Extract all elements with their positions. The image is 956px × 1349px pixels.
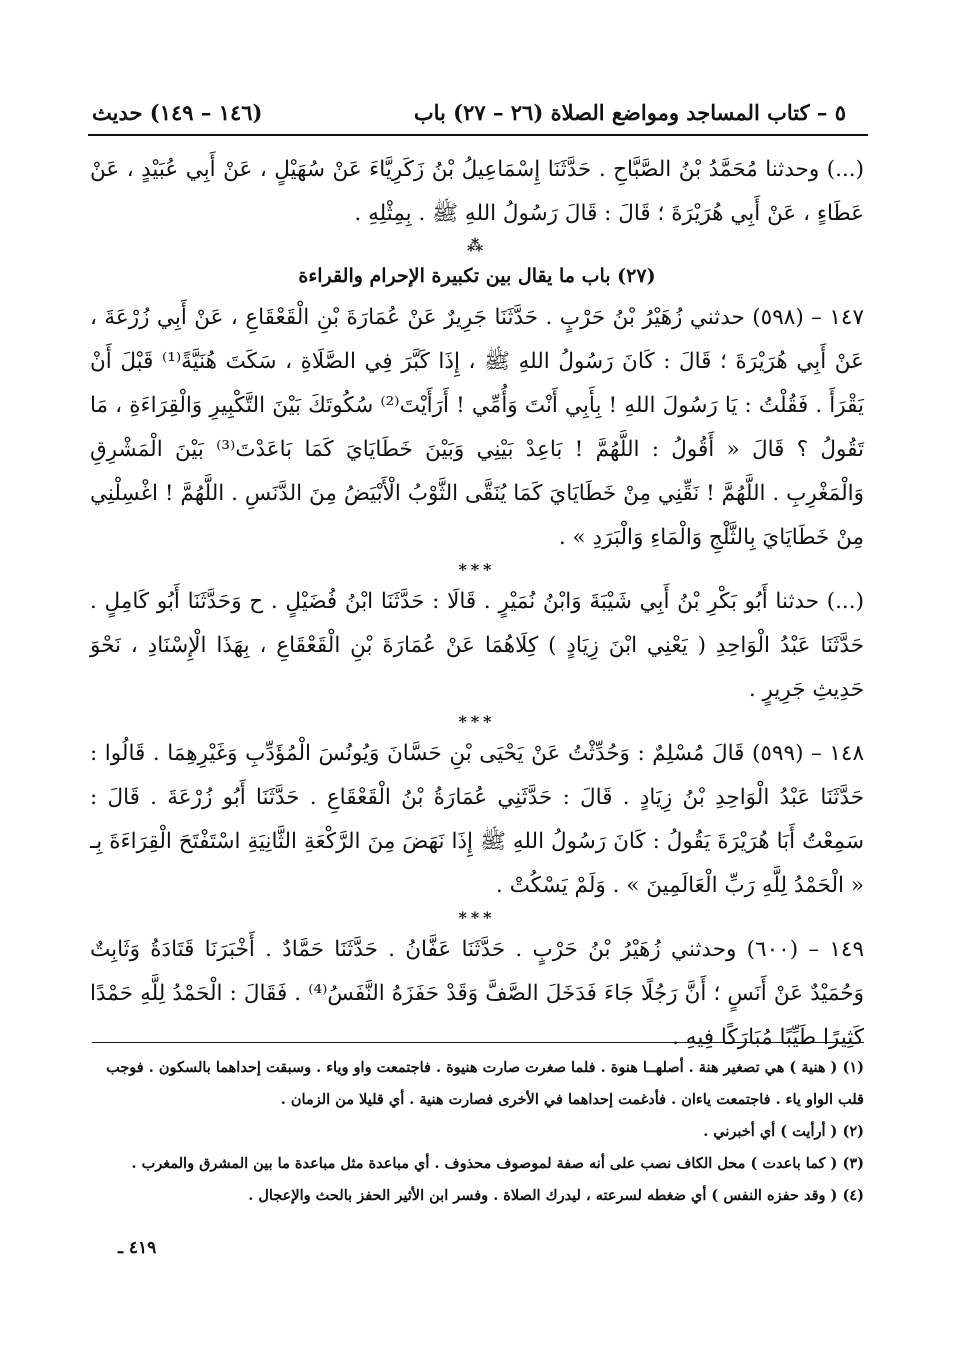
footnote-1: (١) ( هنية ) هي تصغير هنة . أصلهــا هنوة . فلما صغرت صارت هنيوة . فاجتمعت واو وياء . وسبقت إحداهما بالسكون . فوجب قلب الواو ياء . فاجتمعت ياءان . فأدغمت إحداهما في الأخرى فصارت هنية . أي قليلا من الزمان .	[106, 1059, 864, 1108]
separator-stars: ⁂	[466, 236, 488, 255]
header-chapter: ٥ – كتاب المساجد ومواضع الصلاة (٢٦ – ٢٧) باب	[413, 99, 846, 125]
page-number: ٤١٩ ـ	[118, 1238, 157, 1258]
separator-stars: ***	[458, 560, 496, 579]
footnote-4: (٤) ( وقد حفزه النفس ) أي ضغطه لسرعته ، ليدرك الصلاة . وفسر ابن الأثير الحفز بالحث والإعجال .	[248, 1187, 864, 1204]
separator-stars: ***	[458, 712, 496, 731]
main-text	[90, 148, 864, 1060]
footnote-3: (٣) ( كما باعدت ) محل الكاف نصب على أنه صفة لموصوف محذوف . أي مباعدة مثل مباعدة ما بين المشرق والمغرب .	[131, 1155, 864, 1172]
hadith-149: ١٤٩ – (٦٠٠) وحدثني زُهَيْرُ بْنُ حَرْبٍ . حَدَّثَنَا عَفَّانُ . حَدَّثَنَا حَمَّادٌ . أَخْبَرَنَا قَتَادَةُ وَثَابِتٌ وَحُمَيْدٌ عَنْ أَنَسٍ ؛ أَنَّ رَجُلًا جَاءَ فَدَخَلَ الصَّفَّ وَقَدْ حَفَزَهُ النَّفَسُ⁽⁴⁾ . فَقَالَ : الْحَمْدُ لِلَّهِ حَمْدًا كَثِيرًا طَيِّبًا مُبَارَكًا فِيهِ .	[90, 937, 864, 1050]
footnote-2: (٢) ( أرأيت ) أي أخبرني .	[703, 1123, 864, 1140]
footnotes	[90, 1052, 864, 1212]
hadith-148: ١٤٨ – (٥٩٩) قَالَ مُسْلِمٌ : وَحُدِّثْتُ عَنْ يَحْيَى بْنِ حَسَّانَ وَيُونُسَ الْمُؤَدِّبِ وَغَيْرِهِمَا . قَالُوا : حَدَّثَنَا عَبْدُ الْوَاحِدِ بْنُ زِيَادٍ . قَالَ : حَدَّثَنِي عُمَارَةُ بْنُ الْقَعْقَاعِ . حَدَّثَنَا أَبُو زُرْعَةَ . قَالَ : سَمِعْتُ أَبَا هُرَيْرَةَ يَقُولُ : كَانَ رَسُولُ اللهِ ﷺ إِذَا نَهَضَ مِنَ الرَّكْعَةِ الثَّانِيَةِ اسْتَفْتَحَ الْقِرَاءَةَ بِـ « الْحَمْدُ لِلَّهِ رَبِّ الْعَالَمِينَ » . وَلَمْ يَسْكُتْ .	[90, 741, 864, 898]
hadith-147: ١٤٧ – (٥٩٨) حدثني زُهَيْرُ بْنُ حَرْبٍ . حَدَّثَنَا جَرِيرٌ عَنْ عُمَارَةَ بْنِ الْقَعْقَاعِ ، عَنْ أَبِي زُرْعَةَ ، عَنْ أَبِي هُرَيْرَةَ ؛ قَالَ : كَانَ رَسُولُ اللهِ ﷺ ، إِذَا كَبَّرَ فِي الصَّلَاةِ ، سَكَتَ هُنَيَّةً⁽¹⁾ قَبْلَ أَنْ يَقْرَأَ . فَقُلْتُ : يَا رَسُولَ اللهِ ! بِأَبِي أَنْتَ وَأُمِّي ! أَرَأَيْتَ⁽²⁾ سُكُوتَكَ بَيْنَ التَّكْبِيرِ وَالْقِرَاءَةِ ، مَا تَقُولُ ؟ قَالَ « أَقُولُ : اللَّهُمَّ ! بَاعِدْ بَيْنِي وَبَيْنَ خَطَايَايَ كَمَا بَاعَدْتَ⁽³⁾ بَيْنَ الْمَشْرِقِ وَالْمَغْرِبِ . اللَّهُمَّ ! نَقِّنِي مِنْ خَطَايَايَ كَمَا يُنَقَّى الثَّوْبُ الْأَبْيَضُ مِنَ الدَّنَسِ . اللَّهُمَّ ! اغْسِلْنِي مِنْ خَطَايَايَ بِالثَّلْجِ وَالْمَاءِ وَالْبَرَدِ » .	[90, 305, 865, 550]
separator-stars: ***	[458, 908, 496, 927]
footnote-rule	[92, 1042, 864, 1043]
header-rule	[88, 134, 868, 136]
hadith-147-continuation: (...) حدثنا أَبُو بَكْرِ بْنُ أَبِي شَيْبَةَ وَابْنُ نُمَيْرٍ . قَالَا : حَدَّثَنَا ابْنُ فُضَيْلٍ . ح وَحَدَّثَنَا أَبُو كَامِلٍ . حَدَّثَنَا عَبْدُ الْوَاحِدِ ( يَعْنِي ابْنَ زِيَادٍ ) كِلَاهُمَا عَنْ عُمَارَةَ بْنِ الْقَعْقَاعِ ، بِهَذَا الْإِسْنَادِ ، نَحْوَ حَدِيثِ جَرِيرٍ .	[90, 589, 864, 702]
running-header	[92, 92, 846, 132]
header-hadith-range: (١٤٦ – ١٤٩) حديث	[92, 99, 263, 125]
hadith-146-continuation: (...) وحدثنا مُحَمَّدُ بْنُ الصَّبَّاحِ . حَدَّثَنَا إِسْمَاعِيلُ بْنُ زَكَرِيَّاءَ عَنْ سُهَيْلٍ ، عَنْ أَبِي عُبَيْدٍ ، عَنْ عَطَاءٍ ، عَنْ أَبِي هُرَيْرَةَ ؛ قَالَ : قَالَ رَسُولُ اللهِ ﷺ . بِمِثْلِهِ .	[90, 157, 864, 226]
chapter-heading: (٢٧) باب ما يقال بين تكبيرة الإحرام والقراءة	[298, 265, 656, 287]
